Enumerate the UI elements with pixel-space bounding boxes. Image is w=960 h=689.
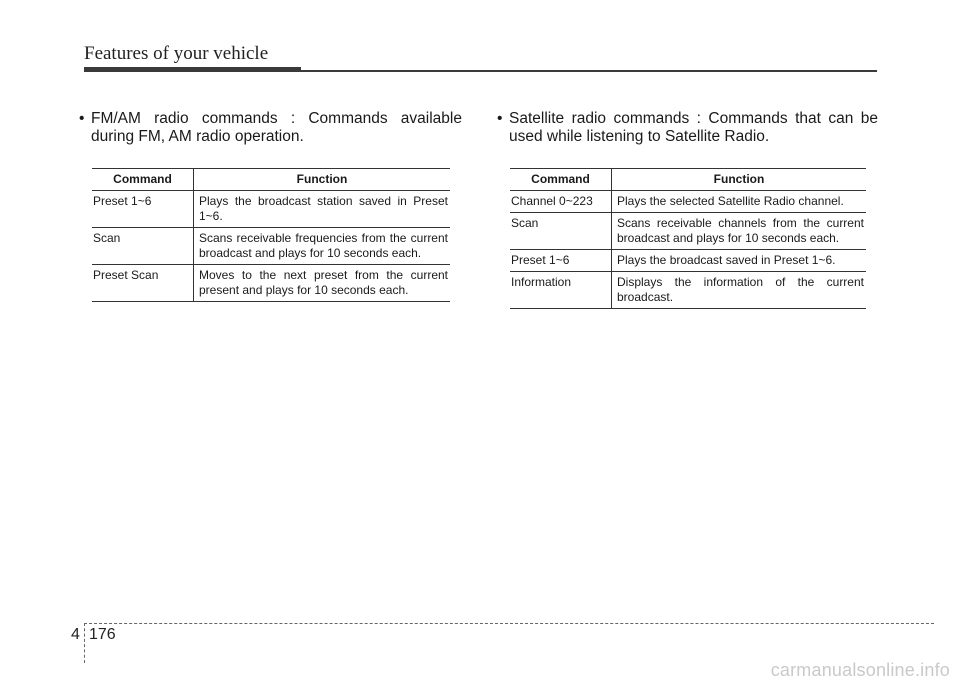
column-header-command: Command [510,169,612,191]
table-header-row [92,169,450,191]
command-cell: Channel 0~223 [510,191,612,213]
satellite-bullet [497,110,878,146]
page-number: 176 [89,626,116,643]
command-cell: Preset Scan [92,265,194,302]
function-cell: Moves to the next preset from the current present and plays for 10 seconds each. [194,265,451,302]
bullet-dot-icon: • [497,110,503,127]
command-cell: Scan [510,213,612,250]
table-row [92,228,450,265]
chapter-number: 4 [71,626,80,643]
right-column [497,110,878,146]
function-cell: Plays the selected Satellite Radio channel. [612,191,867,213]
function-cell: Scans receivable channels from the current broadcast and plays for 10 seconds each. [612,213,867,250]
function-cell: Displays the information of the current broadcast. [612,272,867,309]
command-cell: Scan [92,228,194,265]
function-cell: Plays the broadcast station saved in Preset 1~6. [194,191,451,228]
watermark-text: carmanualsonline.info [770,660,950,680]
table-row [510,272,866,309]
footer-dashed-divider [84,623,85,663]
table-row [510,213,866,250]
function-cell: Scans receivable frequencies from the current broadcast and plays for 10 seconds each. [194,228,451,265]
fm-am-command-table [92,168,450,302]
page-header-title: Features of your vehicle [84,43,269,64]
fm-am-bullet [79,110,462,146]
header-rule-thin [301,70,877,72]
table-row [92,265,450,302]
table-row [92,191,450,228]
table-row [510,250,866,272]
table-row [510,191,866,213]
command-cell: Preset 1~6 [510,250,612,272]
column-header-function: Function [194,169,451,191]
left-column [79,110,462,146]
satellite-command-table [510,168,866,309]
command-cell: Information [510,272,612,309]
header-rule-thick [84,67,301,72]
satellite-bullet-text: Satellite radio commands : Commands that can be used while listening to Satellite Radio. [509,110,878,145]
column-header-function: Function [612,169,867,191]
fm-am-bullet-text: FM/AM radio commands : Commands available during FM, AM radio operation. [91,110,462,145]
table-header-row [510,169,866,191]
footer-dashed-rule [84,623,934,624]
function-cell: Plays the broadcast saved in Preset 1~6. [612,250,867,272]
command-cell: Preset 1~6 [92,191,194,228]
column-header-command: Command [92,169,194,191]
bullet-dot-icon: • [79,110,85,127]
